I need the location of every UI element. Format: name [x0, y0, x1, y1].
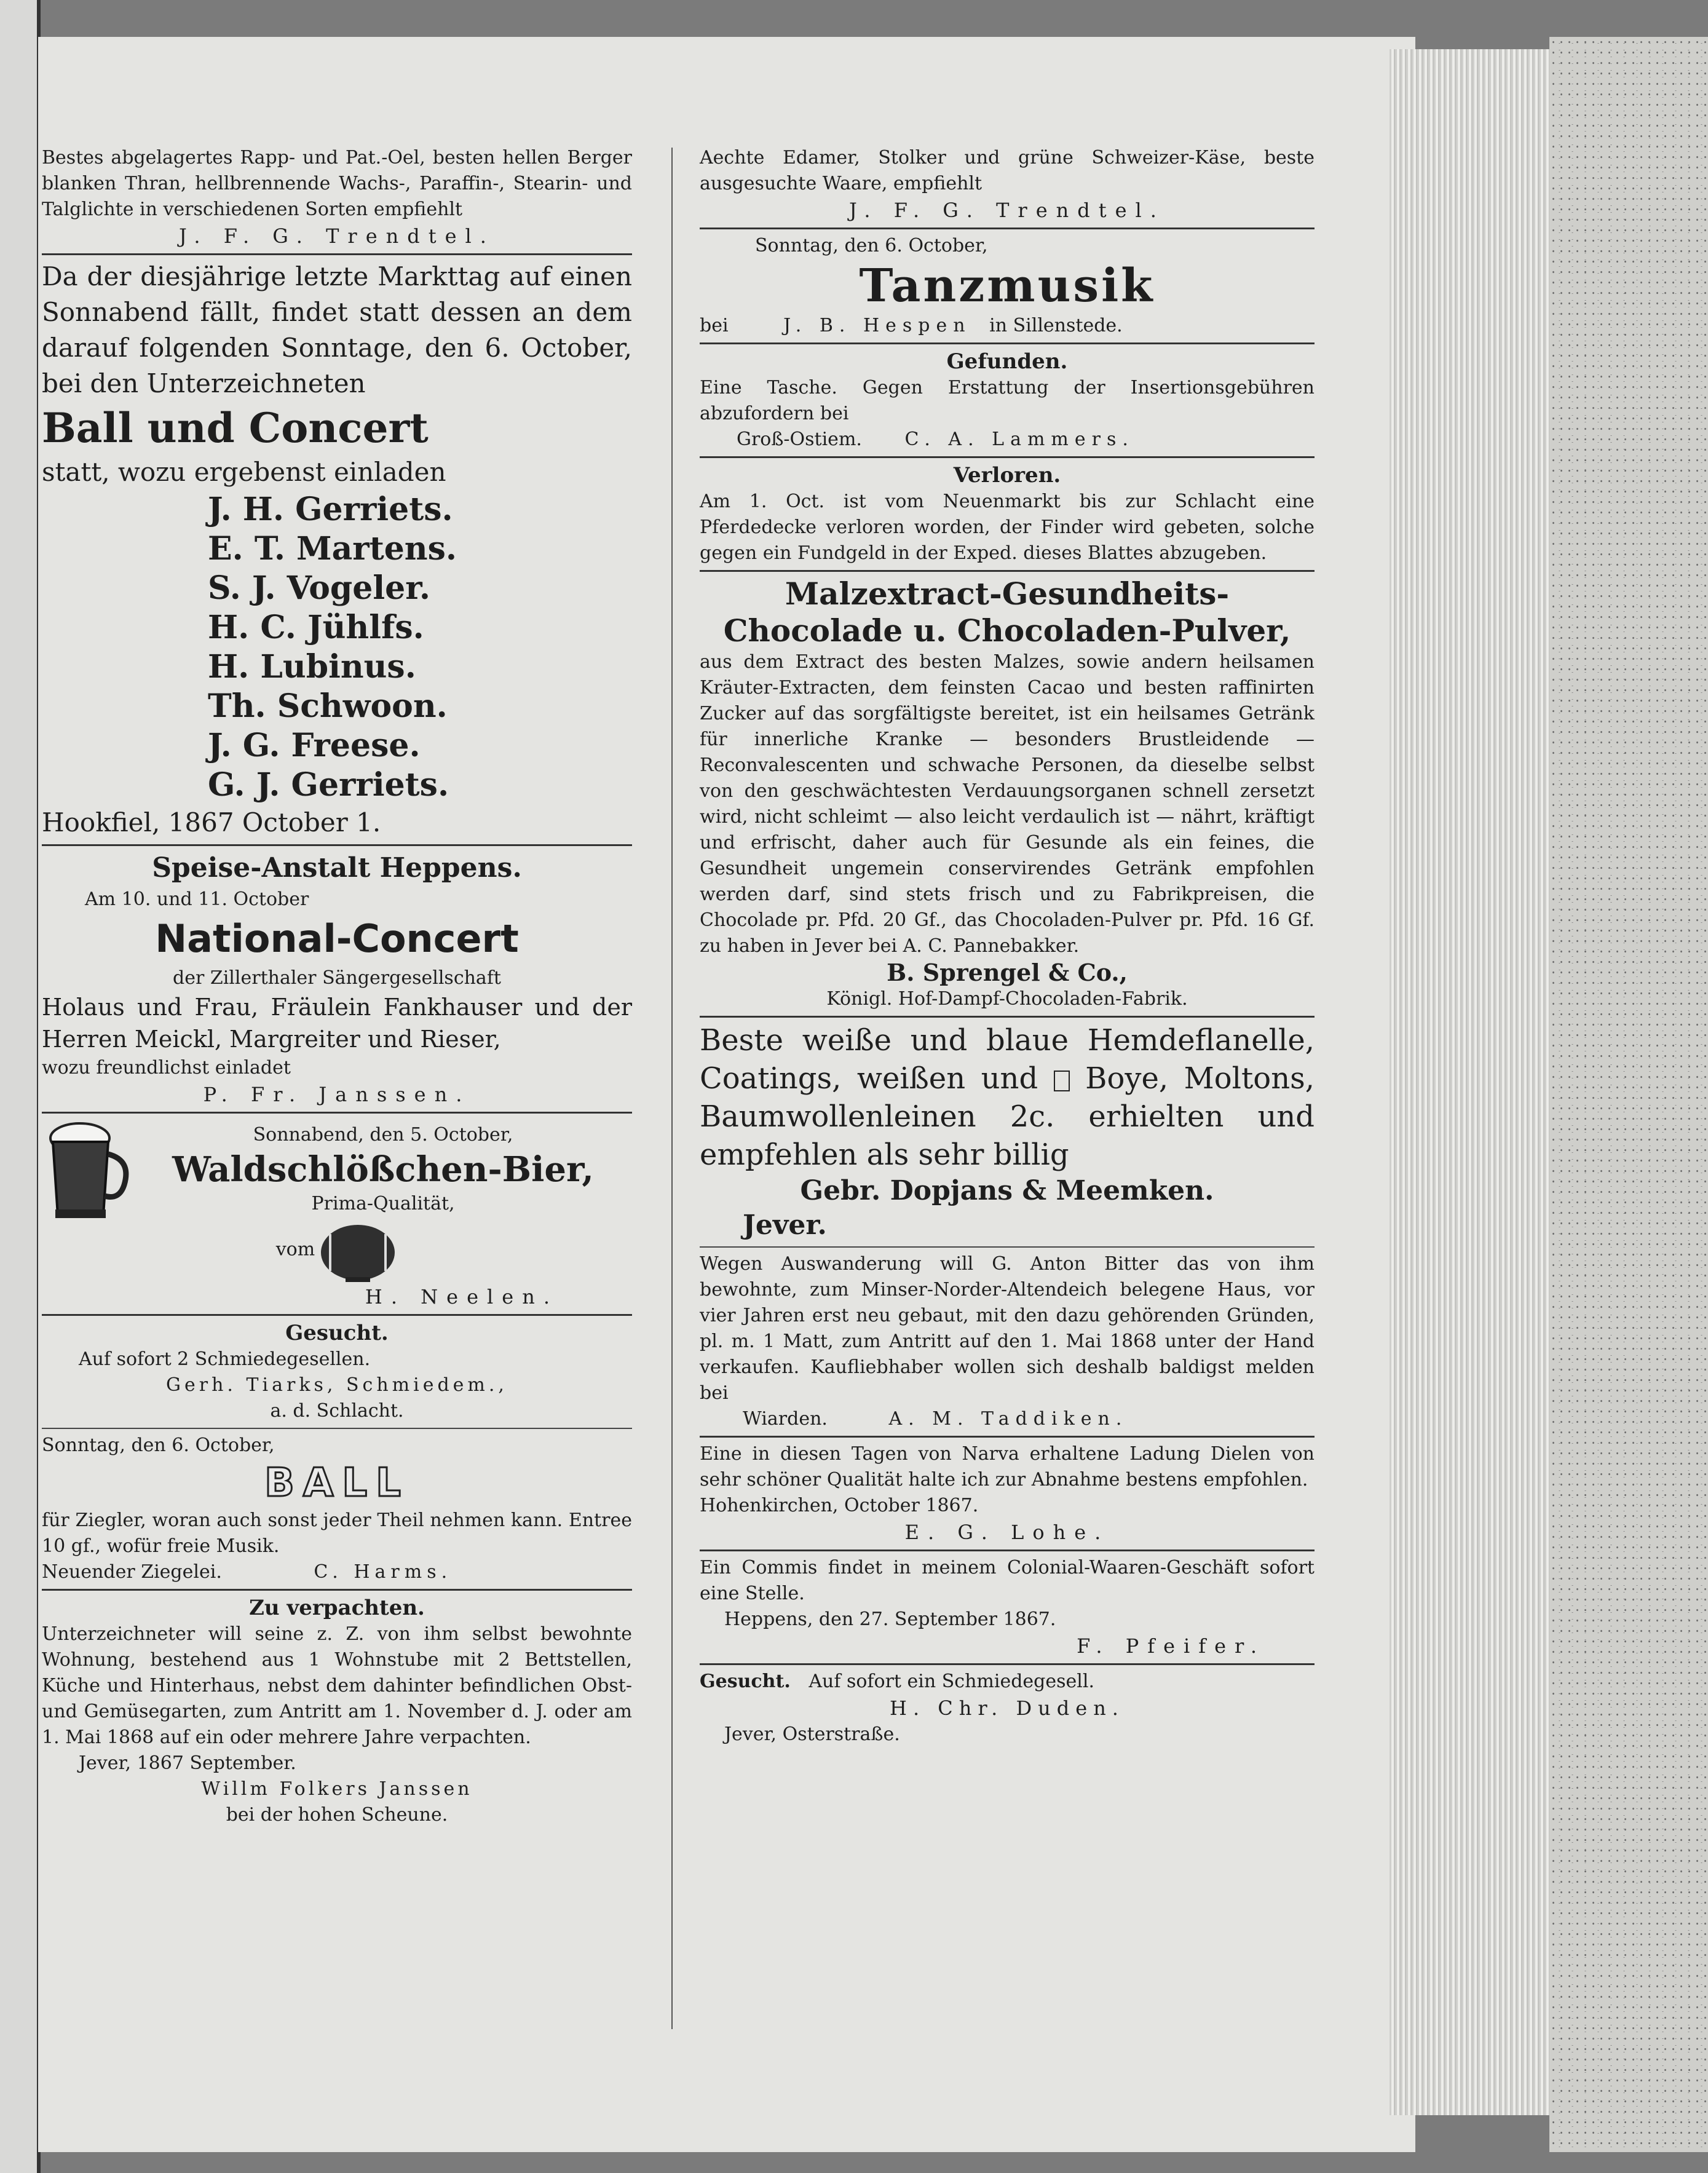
lease-advertisement	[42, 1594, 632, 1828]
box-glyph-icon	[1054, 1071, 1070, 1091]
right-column	[700, 145, 1315, 1748]
ad-text: Auf sofort ein Schmiedegesell.	[809, 1671, 1094, 1692]
cheese-advertisement	[700, 145, 1315, 224]
ad-invite: statt, wozu ergebenst einladen	[42, 457, 446, 487]
ball-date: Sonntag, den 6. October,	[42, 1435, 275, 1456]
ad-text: Ein Commis findet in meinem Colonial-Waaren-Geschäft sofort eine Stelle.	[700, 1557, 1315, 1604]
beer-advertisement	[42, 1117, 632, 1310]
ad-text: für Ziegler, woran auch sonst jeder Theil nehmen kann. Entree 10 gf., wofür freie Musik.	[42, 1510, 632, 1557]
planks-advertisement	[700, 1441, 1315, 1546]
ad-separator	[700, 456, 1315, 458]
ad-text: Wegen Auswanderung will G. Anton Bitter das von ihm bewohnte, zum Minser-Norder-Altendeich belegene Haus, vor vier Jahren erst neu gebaut, mit den dazu gehörenden Gründen, pl. m. 1 Matt, zum Antritt auf den 1. Mai 1868 unter der Hand verkaufen. Kaufliebhaber wollen sich deshalb baldigst melden bei	[700, 1253, 1315, 1404]
ad-text: Bestes abgelagertes Rapp- und Pat.-Oel, besten hellen Berger blanken Thran, hellbrennende Wachs-, Paraffin-, Stearin- und Talglichte in verschiedenen Sorten empfiehlt	[42, 147, 632, 220]
beer-mug-icon	[42, 1117, 134, 1222]
ad-title: National-Concert	[155, 916, 519, 961]
ad-place: Neuender Ziegelei.	[42, 1561, 222, 1583]
book-page-edges	[1390, 49, 1549, 2115]
ziegler-ball-advertisement	[42, 1433, 632, 1585]
venue-name: Speise-Anstalt Heppens.	[152, 852, 522, 884]
ad-signature: P. Fr. Janssen.	[203, 1083, 471, 1106]
ad-signature: F. Pfeifer.	[1077, 1634, 1265, 1658]
column-divider	[671, 148, 673, 2029]
ad-separator	[700, 570, 1315, 572]
found-advertisement	[700, 348, 1315, 453]
ad-text: Aechte Edamer, Stolker und grüne Schweizer-Käse, beste ausgesuchte Waare, empfiehlt	[700, 147, 1315, 194]
concert-dates: Am 10. und 11. October	[85, 889, 309, 910]
ad-heading: Gesucht.	[700, 1671, 791, 1692]
national-concert-advertisement	[42, 850, 632, 1108]
ad-signature: H. Chr. Duden.	[890, 1696, 1125, 1720]
ad-separator	[700, 1436, 1315, 1438]
ad-separator	[700, 1550, 1315, 1551]
ad-title: Malzextract-Gesundheits-Chocolade u. Chocoladen-Pulver,	[723, 576, 1291, 649]
ad-place: bei der hohen Scheune.	[226, 1804, 448, 1826]
ad-place: Wiarden.	[743, 1408, 828, 1430]
inviter-name: S. J. Vogeler.	[208, 569, 430, 607]
ad-title: Waldschlößchen-Bier,	[172, 1149, 594, 1190]
ad-separator	[700, 1016, 1315, 1018]
ad-invite: wozu freundlichst einladet	[42, 1057, 291, 1079]
ad-separator	[700, 1246, 1315, 1248]
chocolate-advertisement	[700, 576, 1315, 1012]
house-sale-advertisement	[700, 1251, 1315, 1432]
adjacent-page-edge	[0, 0, 41, 2173]
ad-maker: B. Sprengel & Co.,	[887, 959, 1128, 986]
ad-place: Jever, Osterstraße.	[724, 1724, 900, 1745]
ad-text: Am 1. Oct. ist vom Neuenmarkt bis zur Schlacht eine Pferdedecke verloren worden, der Finder wird gebeten, solche gegen ein Fundgeld in der Exped. dieses Blattes abzugeben.	[700, 491, 1315, 564]
clerk-wanted-advertisement	[700, 1555, 1315, 1660]
ad-separator	[42, 253, 632, 255]
ad-place: in Sillenstede.	[989, 315, 1123, 336]
ad-title: BALL	[264, 1460, 409, 1506]
smith-journeyman-advertisement	[700, 1669, 1315, 1748]
ad-signature: E. G. Lohe.	[904, 1521, 1110, 1544]
ad-text: Unterzeichneter will seine z. Z. von ihm selbst bewohnte Wohnung, bestehend aus 1 Wohnstube mit 2 Bettstellen, Küche und Hinterhaus, nebst dem dahinter befindlichen Obst- und Gemüsegarten, zum Antritt am 1. November d. J. oder am 1. Mai 1868 auf ein oder mehrere Jahre verpachten.	[42, 1623, 632, 1748]
ad-signature: J. F. G. Trendtel.	[179, 224, 495, 248]
beer-date: Sonnabend, den 5. October,	[253, 1124, 513, 1146]
inviter-name: H. C. Jühlfs.	[208, 609, 424, 646]
beer-quality: Prima-Qualität,	[311, 1193, 455, 1214]
barrel-icon	[318, 1222, 398, 1283]
inviter-name: H. Lubinus.	[208, 648, 416, 686]
ad-separator	[700, 342, 1315, 344]
ad-signature: C. A. Lammers.	[904, 429, 1134, 450]
ad-heading: Gefunden.	[946, 349, 1068, 374]
inviter-name: Th. Schwoon.	[208, 687, 448, 725]
performer-members: Holaus und Frau, Fräulein Fankhauser und der Herren Meickl, Margreiter und Rieser,	[42, 994, 632, 1053]
ad-prefix: bei	[700, 315, 729, 336]
ad-signature: Gerh. Tiarks, Schmiedem.,	[166, 1374, 508, 1396]
inviter-name: E. T. Martens.	[208, 530, 457, 568]
ad-text: Eine in diesen Tagen von Narva erhaltene Ladung Dielen von sehr schöner Qualität halte ich zur Abnahme bestens empfohlen.	[700, 1443, 1315, 1490]
ad-place-date: Hookfiel, 1867 October 1.	[42, 807, 381, 837]
ad-title: Ball und Concert	[42, 404, 429, 452]
inviter-name: J. H. Gerriets.	[208, 491, 453, 528]
performer-group: der Zillerthaler Sängergesellschaft	[173, 967, 501, 989]
beer-from: vom	[275, 1238, 315, 1261]
ad-text-continued: Boye, Moltons, Baumwollenleinen 2c. erhielten und empfehlen als sehr billig	[700, 1061, 1315, 1172]
ad-signature: J. F. G. Trendtel.	[849, 199, 1165, 222]
ad-heading: Verloren.	[953, 463, 1061, 488]
ad-heading: Zu verpachten.	[249, 1596, 425, 1620]
ad-host-name: J. B. Hespen	[783, 315, 971, 336]
dance-date: Sonntag, den 6. October,	[755, 235, 988, 256]
ad-separator	[42, 1314, 632, 1316]
ad-separator	[42, 1589, 632, 1591]
ad-place: Groß-Ostiem.	[737, 429, 862, 450]
ad-place: a. d. Schlacht.	[270, 1400, 404, 1422]
ad-separator	[700, 1663, 1315, 1665]
ad-signature: C. Harms.	[314, 1561, 453, 1583]
left-column	[42, 145, 632, 1828]
ad-text: Auf sofort 2 Schmiedegesellen.	[79, 1348, 371, 1370]
inviter-name: J. G. Freese.	[208, 727, 421, 764]
ad-separator	[42, 844, 632, 846]
ad-text: Eine Tasche. Gegen Erstattung der Insertionsgebühren abzufordern bei	[700, 377, 1315, 424]
book-cover-board	[1549, 37, 1708, 2152]
dance-music-advertisement	[700, 233, 1315, 339]
ad-signature: A. M. Taddiken.	[888, 1408, 1128, 1430]
ad-signature: Gebr. Dopjans & Meemken.	[800, 1175, 1214, 1206]
ad-maker-sub: Königl. Hof-Dampf-Chocoladen-Fabrik.	[826, 988, 1188, 1010]
ad-signature: H. Neelen.	[365, 1285, 558, 1308]
ball-concert-advertisement	[42, 259, 632, 841]
ad-separator	[700, 228, 1315, 229]
oil-advertisement	[42, 145, 632, 250]
ad-date: Heppens, den 27. September 1867.	[724, 1609, 1056, 1630]
ad-heading: Gesucht.	[285, 1321, 389, 1345]
ad-separator	[42, 1428, 632, 1429]
ad-text: Beste weiße und blaue Hemdeflanelle, Coatings, weißen und	[700, 1023, 1315, 1096]
smith-wanted-advertisement	[42, 1320, 632, 1424]
ad-signature: Willm Folkers Janssen	[201, 1778, 473, 1800]
ad-text: aus dem Extract des besten Malzes, sowie andern heilsamen Kräuter-Extracten, dem feinsten Cacao und besten raffinirten Zucker auf das sorgfältigste bereitet, ist ein heilsames Getränk für innerliche Kranke — besonders Brustleidende — Reconvalescenten und schwache Personen, da dieselbe selbst von den geschwächtesten Verdauungsorganen schnell zersetzt wird, nicht schleimt — also leicht verdaulich ist — nährt, kräftigt und erfrischt, daher auch für Gesunde als ein feines, die Gesundheit ungemein conservirendes Getränk empfohlen werden darf, sind stets frisch und zu Fabrikpreisen, die Chocolade pr. Pfd. 20 Gf., das Chocoladen-Pulver pr. Pfd. 16 Gf. zu haben in Jever bei A. C. Pannebakker.	[700, 651, 1315, 957]
inviter-name: G. J. Gerriets.	[208, 766, 449, 804]
lost-advertisement	[700, 462, 1315, 566]
flannel-advertisement	[700, 1021, 1315, 1243]
ad-date: Hohenkirchen, October 1867.	[700, 1495, 979, 1516]
ad-lead-text: Da der diesjährige letzte Markttag auf einen Sonnabend fällt, findet statt dessen an dem darauf folgenden Sonntage, den 6. October, bei den Unterzeichneten	[42, 261, 632, 398]
ad-separator	[42, 1112, 632, 1114]
ad-date: Jever, 1867 September.	[79, 1752, 296, 1774]
ad-place: Jever.	[743, 1209, 827, 1241]
ad-title: Tanzmusik	[859, 259, 1155, 312]
